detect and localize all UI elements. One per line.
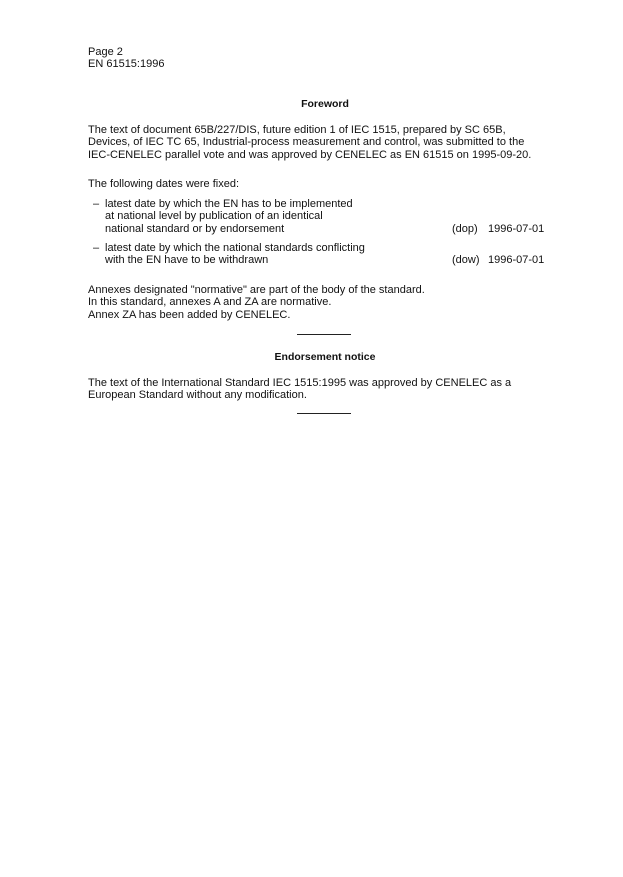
page-number: Page 2 — [88, 46, 123, 58]
foreword-intro-line: The text of document 65B/227/DIS, future edition 1 of IEC 1515, prepared by SC 65B, — [88, 124, 506, 136]
foreword-intro-line: IEC-CENELEC parallel vote and was approved by CENELEC as EN 61515 on 1995-09-20. — [88, 148, 532, 161]
date-item-line: at national level by publication of an identical — [105, 210, 323, 223]
date-item-line: latest date by which the national standards conflicting — [105, 242, 365, 254]
date-value: 1996-07-01 — [488, 222, 545, 235]
date-item-dow — [93, 242, 563, 267]
foreword-intro-line: Devices, of IEC TC 65, Industrial-process measurement and control, was submitted to the — [88, 136, 525, 149]
section-divider — [297, 334, 351, 335]
list-dash: – — [93, 242, 100, 254]
annex-note-line: Annexes designated "normative" are part of the body of the standard. — [88, 284, 425, 296]
page-header — [88, 46, 164, 70]
dates-intro-text: The following dates were fixed: — [88, 178, 240, 190]
foreword-intro — [88, 124, 568, 161]
list-dash: – — [93, 198, 100, 210]
date-item-line: national standard or by endorsement — [105, 222, 285, 235]
annex-note-line: Annex ZA has been added by CENELEC. — [88, 308, 291, 321]
standard-number: EN 61515:1996 — [88, 58, 165, 70]
endorsement-line: The text of the International Standard IEC 1515:1995 was approved by CENELEC as a — [88, 377, 512, 389]
annex-note-line: In this standard, annexes A and ZA are normative. — [88, 296, 332, 309]
endorsement-text — [88, 377, 568, 402]
annex-notes — [88, 284, 568, 321]
date-value: 1996-07-01 — [488, 254, 545, 267]
endorsement-title: Endorsement notice — [274, 351, 376, 363]
section-divider — [297, 413, 351, 414]
date-code: (dop) — [452, 222, 478, 235]
foreword-title: Foreword — [301, 98, 349, 110]
date-item-line: latest date by which the EN has to be implemented — [105, 198, 353, 210]
date-item-line: with the EN have to be withdrawn — [105, 254, 269, 267]
date-code: (dow) — [452, 254, 480, 267]
dates-intro — [88, 178, 568, 190]
date-item-dop — [93, 198, 563, 235]
endorsement-line: European Standard without any modification. — [88, 389, 307, 402]
